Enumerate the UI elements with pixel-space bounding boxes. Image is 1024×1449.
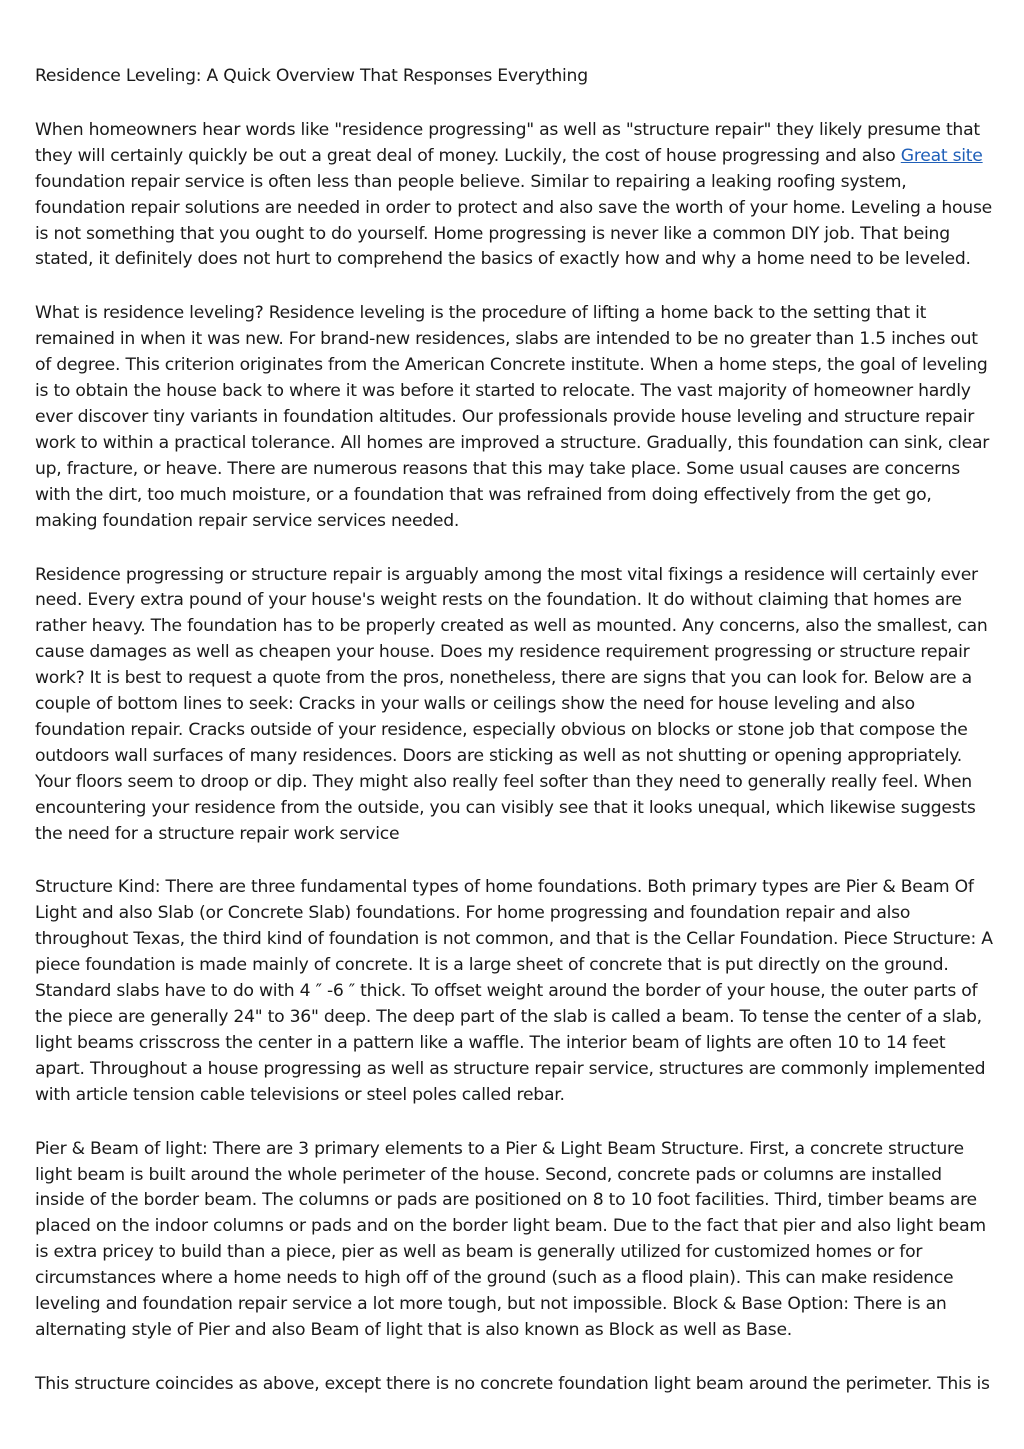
great-site-link[interactable]: Great site xyxy=(900,145,983,166)
paragraph-pier-beam: Pier & Beam of light: There are 3 primary elements to a Pier & Light Beam Structure. First, a concrete structure light beam is built around the whole perimeter of the house. Second, concrete pads or columns are installed inside of the border beam. The columns or pads are positioned on 8 to 10 foot facilities. Third, timber beams are placed on the indoor columns or pads and on the border light beam. Due to the fact that pier and also light beam is extra pricey to build than a piece, pier as well as beam is generally utilized for customized homes or for circumstances where a home needs to high off of the ground (such as a flood plain). This can make residence leveling and foundation repair service a lot more tough, but not impossible. Block & Base Option: There is an alternating style of Pier and also Beam of light that is also known as Block as well as Base. xyxy=(35,1138,986,1340)
paragraph-signs: Residence progressing or structure repair is arguably among the most vital fixings a residence will certainly ever need. Every extra pound of your house's weight rests on the foundation. It do without claiming that homes are rather heavy. The foundation has to be properly created as well as mounted. Any concerns, also the smallest, can cause damages as well as cheapen your house. Does my residence requirement progressing or structure repair work? It is best to request a quote from the pros, nonetheless, there are signs that you can look for. Below are a couple of bottom lines to seek: Cracks in your walls or ceilings show the need for house leveling and also foundation repair. Cracks outside of your residence, especially obvious on blocks or stone job that compose the outdoors wall surfaces of many residences. Doors are sticking as well as not shutting or opening appropriately. Your floors seem to droop or dip. They might also really feel softer than they need to generally really feel. When encountering your residence from the outside, you can visibly see that it looks unequal, which likewise suggests the need for a structure repair work service xyxy=(35,564,988,844)
paragraph-intro-text-end: foundation repair service is often less than people believe. Similar to repairing a leaking roofing system, foundation repair solutions are needed in order to protect and also save the worth of your home. Leveling a house is not something that you ought to do yourself. Home progressing is never like a common DIY job. That being stated, it definitely does not hurt to comprehend the basics of exactly how and why a home need to be leveled. xyxy=(35,171,992,270)
paragraph-block-base: This structure coincides as above, except there is no concrete foundation light beam around the perimeter. This is xyxy=(35,1373,990,1394)
document-title: Residence Leveling: A Quick Overview That Responses Everything xyxy=(35,66,588,86)
paragraph-what-is-leveling: What is residence leveling? Residence leveling is the procedure of lifting a home back to the setting that it remained in when it was new. For brand-new residences, slabs are intended to be no greater than 1.5 inches out of degree. This criterion originates from the American Concrete institute. When a home steps, the goal of leveling is to obtain the house back to where it was before it started to relocate. The vast majority of homeowner hardly ever discover tiny variants in foundation altitudes. Our professionals provide house leveling and structure repair work to within a practical tolerance. All homes are improved a structure. Gradually, this foundation can sink, clear up, fracture, or heave. There are numerous reasons that this may take place. Some usual causes are concerns with the dirt, too much moisture, or a foundation that was refrained from doing effectively from the get go, making foundation repair service services needed. xyxy=(35,303,990,531)
document-body xyxy=(35,64,995,1426)
paragraph-intro-text-start: When homeowners hear words like "residence progressing" as well as "structure repair" they likely presume that they will certainly quickly be out a great deal of money. Luckily, the cost of house progressing and also xyxy=(35,119,980,166)
paragraph-structure-kind: Structure Kind: There are three fundamental types of home foundations. Both primary types are Pier & Beam Of Light and also Slab (or Concrete Slab) foundations. For home progressing and foundation repair and also throughout Texas, the third kind of foundation is not common, and that is the Cellar Foundation. Piece Structure: A piece foundation is made mainly of concrete. It is a large sheet of concrete that is put directly on the ground. Standard slabs have to do with 4 ″ -6 ″ thick. To offset weight around the border of your house, the outer parts of the piece are generally 24" to 36" deep. The deep part of the slab is called a beam. To tense the center of a slab, light beams crisscross the center in a pattern like a waffle. The interior beam of lights are often 10 to 14 feet apart. Throughout a house progressing as well as structure repair service, structures are commonly implemented with article tension cable televisions or steel poles called rebar. xyxy=(35,877,993,1105)
paragraph-intro xyxy=(35,118,995,273)
